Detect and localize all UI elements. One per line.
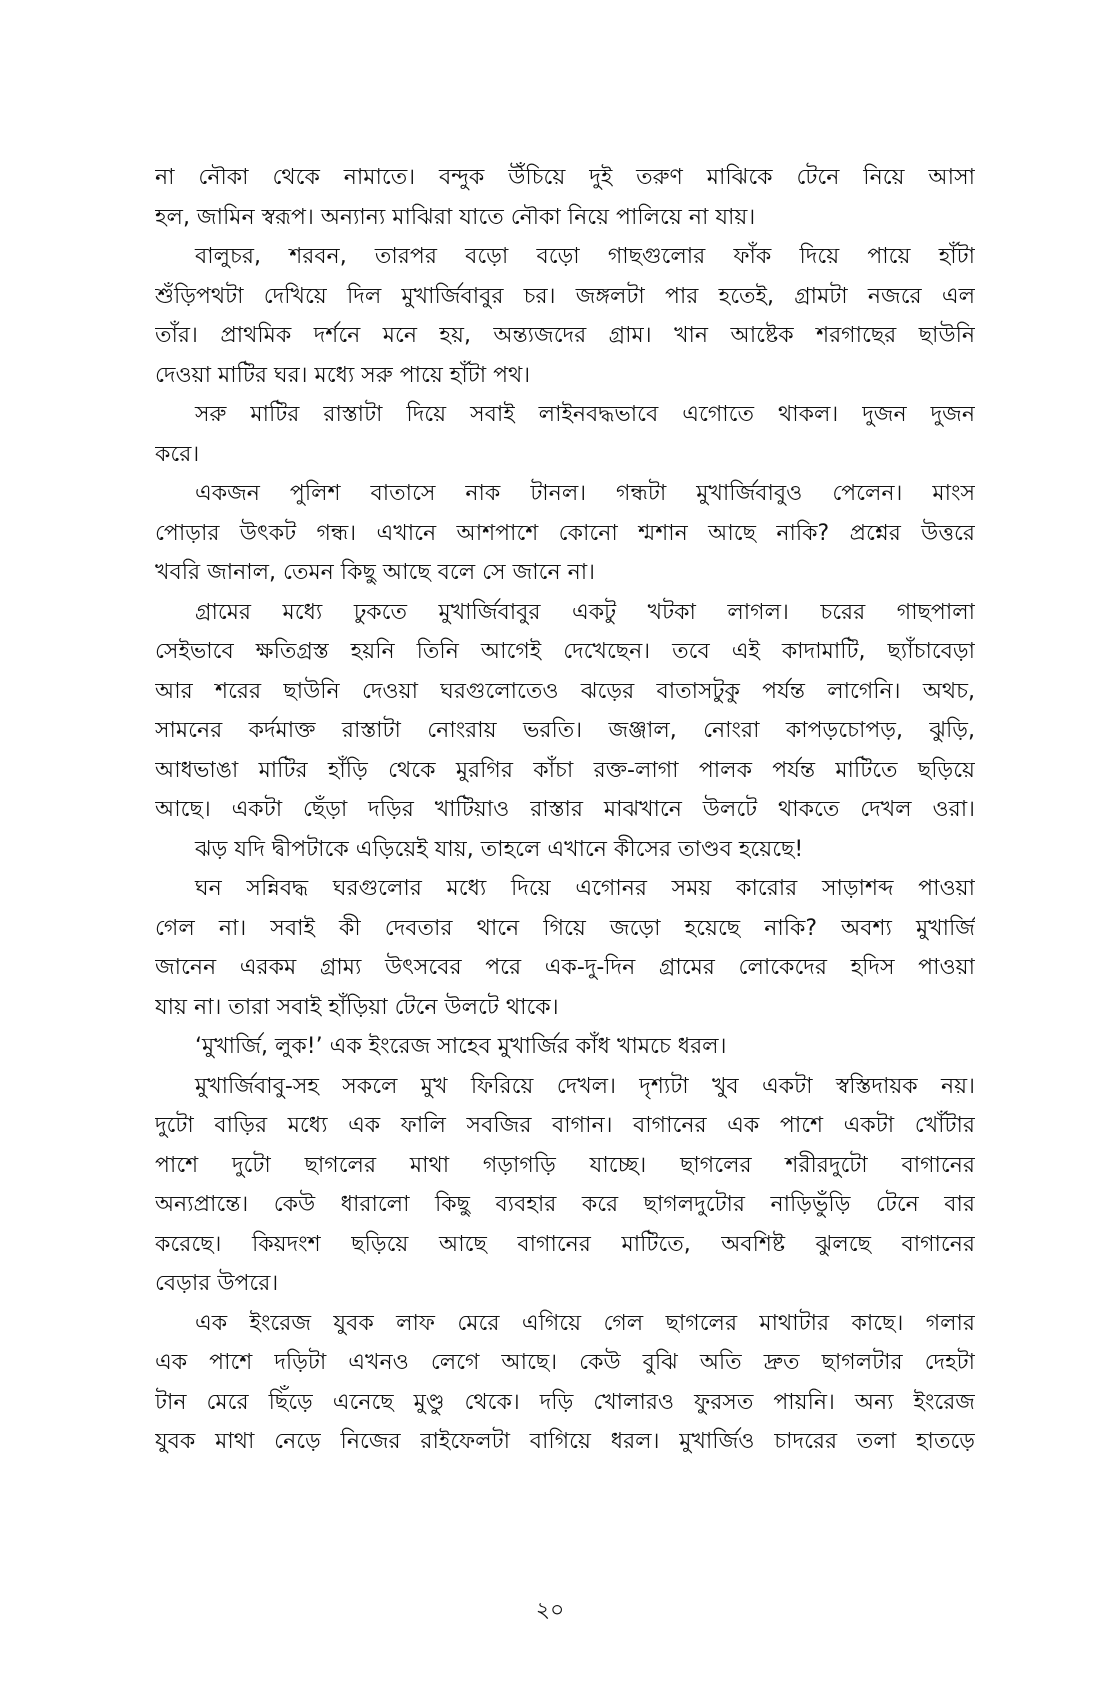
paragraph (155, 474, 975, 593)
paragraph (155, 593, 975, 830)
text-line: সেইভাবে ক্ষতিগ্রস্ত হয়নি তিনি আগেই দেখেছেন। তবে এই কাদামাটি, ছ্যাঁচাবেড়া (155, 639, 975, 664)
text-line: তাঁর। প্রাথমিক দর্শনে মনে হয়, অন্ত্যজদের গ্রাম। খান আষ্টেক শরগাছের ছাউনি (155, 323, 975, 348)
text-line: হল, জামিন স্বরূপ। অন্যান্য মাঝিরা যাতে নৌকা নিয়ে পালিয়ে না যায়। (155, 204, 756, 230)
paragraph (155, 395, 975, 474)
text-line: এক পাশে দড়িটা এখনও লেগে আছে। কেউ বুঝি অতি দ্রুত ছাগলটার দেহটা (155, 1350, 975, 1375)
page-body (155, 158, 975, 1462)
text-line: করেছে। কিয়দংশ ছড়িয়ে আছে বাগানের মাটিতে, অবশিষ্ট ঝুলছে বাগানের (155, 1231, 975, 1257)
text-line: যায় না। তারা সবাই হাঁড়িয়া টেনে উলটে থাকে। (155, 994, 559, 1020)
text-line: টান মেরে ছিঁড়ে এনেছে মুণ্ডু থেকে। দড়ি খোলারও ফুরসত পায়নি। অন্য ইংরেজ (155, 1389, 975, 1415)
text-line: দুটো বাড়ির মধ্যে এক ফালি সবজির বাগান। বাগানের এক পাশে একটা খোঁটার (155, 1113, 975, 1138)
text-line: জানেন এরকম গ্রাম্য উৎসবের পরে এক-দু-দিন গ্রামের লোকেদের হদিস পাওয়া (155, 955, 975, 980)
text-line: একজন পুলিশ বাতাসে নাক টানল। গন্ধটা মুখার্জিবাবুও পেলেন। মাংস (195, 481, 975, 506)
text-line: বেড়ার উপরে। (155, 1271, 279, 1296)
paragraph (155, 158, 975, 237)
text-line: ঝড় যদি দ্বীপটাকে এড়িয়েই যায়, তাহলে এখানে কীসের তাণ্ডব হয়েছে! (195, 836, 804, 862)
text-line: ঘন সন্নিবদ্ধ ঘরগুলোর মধ্যে দিয়ে এগোনর সময় কারোর সাড়াশব্দ পাওয়া (195, 876, 975, 901)
text-line: দেওয়া মাটির ঘর। মধ্যে সরু পায়ে হাঁটা পথ। (155, 362, 531, 388)
text-line: আর শরের ছাউনি দেওয়া ঘরগুলোতেও ঝড়ের বাতাসটুকু পর্যন্ত লাগেনি। অথচ, (155, 678, 975, 704)
paragraph (155, 1067, 975, 1304)
paragraph (155, 237, 975, 395)
text-line: গ্রামের মধ্যে ঢুকতে মুখার্জিবাবুর একটু খটকা লাগল। চরের গাছপালা (195, 599, 975, 625)
text-line: আছে। একটা ছেঁড়া দড়ির খাটিয়াও রাস্তার মাঝখানে উলটে থাকতে দেখল ওরা। (155, 797, 975, 822)
text-line: গেল না। সবাই কী দেবতার থানে গিয়ে জড়ো হয়েছে নাকি? অবশ্য মুখার্জি (155, 915, 975, 941)
paragraph (155, 1304, 975, 1462)
paragraph (155, 869, 975, 1027)
text-line: পোড়ার উৎকট গন্ধ। এখানে আশপাশে কোনো শ্মশান আছে নাকি? প্রশ্নের উত্তরে (155, 520, 975, 546)
text-line: সামনের কর্দমাক্ত রাস্তাটা নোংরায় ভরতি। জঞ্জাল, নোংরা কাপড়চোপড়, ঝুড়ি, (155, 718, 975, 743)
text-line: পাশে দুটো ছাগলের মাথা গড়াগড়ি যাচ্ছে। ছাগলের শরীরদুটো বাগানের (155, 1152, 975, 1178)
text-line: আধভাঙা মাটির হাঁড়ি থেকে মুরগির কাঁচা রক্ত-লাগা পালক পর্যন্ত মাটিতে ছড়িয়ে (155, 757, 975, 783)
paragraph (155, 830, 975, 870)
text-line: এক ইংরেজ যুবক লাফ মেরে এগিয়ে গেল ছাগলের মাথাটার কাছে। গলার (195, 1310, 975, 1336)
text-line: যুবক মাথা নেড়ে নিজের রাইফেলটা বাগিয়ে ধরল। মুখার্জিও চাদরের তলা হাতড়ে (155, 1429, 975, 1454)
text-line: বালুচর, শরবন, তারপর বড়ো বড়ো গাছগুলোর ফাঁক দিয়ে পায়ে হাঁটা (195, 244, 975, 269)
text-line: শুঁড়িপথটা দেখিয়ে দিল মুখার্জিবাবুর চর। জঙ্গলটা পার হতেই, গ্রামটা নজরে এল (155, 283, 975, 309)
text-line: সরু মাটির রাস্তাটা দিয়ে সবাই লাইনবদ্ধভাবে এগোতে থাকল। দুজন দুজন (195, 402, 975, 427)
text-line: খবরি জানাল, তেমন কিছু আছে বলে সে জানে না। (155, 560, 595, 585)
paragraph (155, 1027, 975, 1067)
text-line: করে। (155, 441, 200, 467)
page-number: ২০ (535, 1598, 565, 1623)
text-line: ‘মুখার্জি, লুক!’ এক ইংরেজ সাহেব মুখার্জির কাঁধ খামচে ধরল। (195, 1034, 727, 1059)
text-line: মুখার্জিবাবু-সহ সকলে মুখ ফিরিয়ে দেখল। দৃশ্যটা খুব একটা স্বস্তিদায়ক নয়। (195, 1073, 975, 1099)
text-line: অন্যপ্রান্তে। কেউ ধারালো কিছু ব্যবহার করে ছাগলদুটোর নাড়িভুঁড়ি টেনে বার (155, 1192, 975, 1217)
text-line: না নৌকা থেকে নামাতে। বন্দুক উঁচিয়ে দুই তরুণ মাঝিকে টেনে নিয়ে আসা (155, 165, 975, 190)
